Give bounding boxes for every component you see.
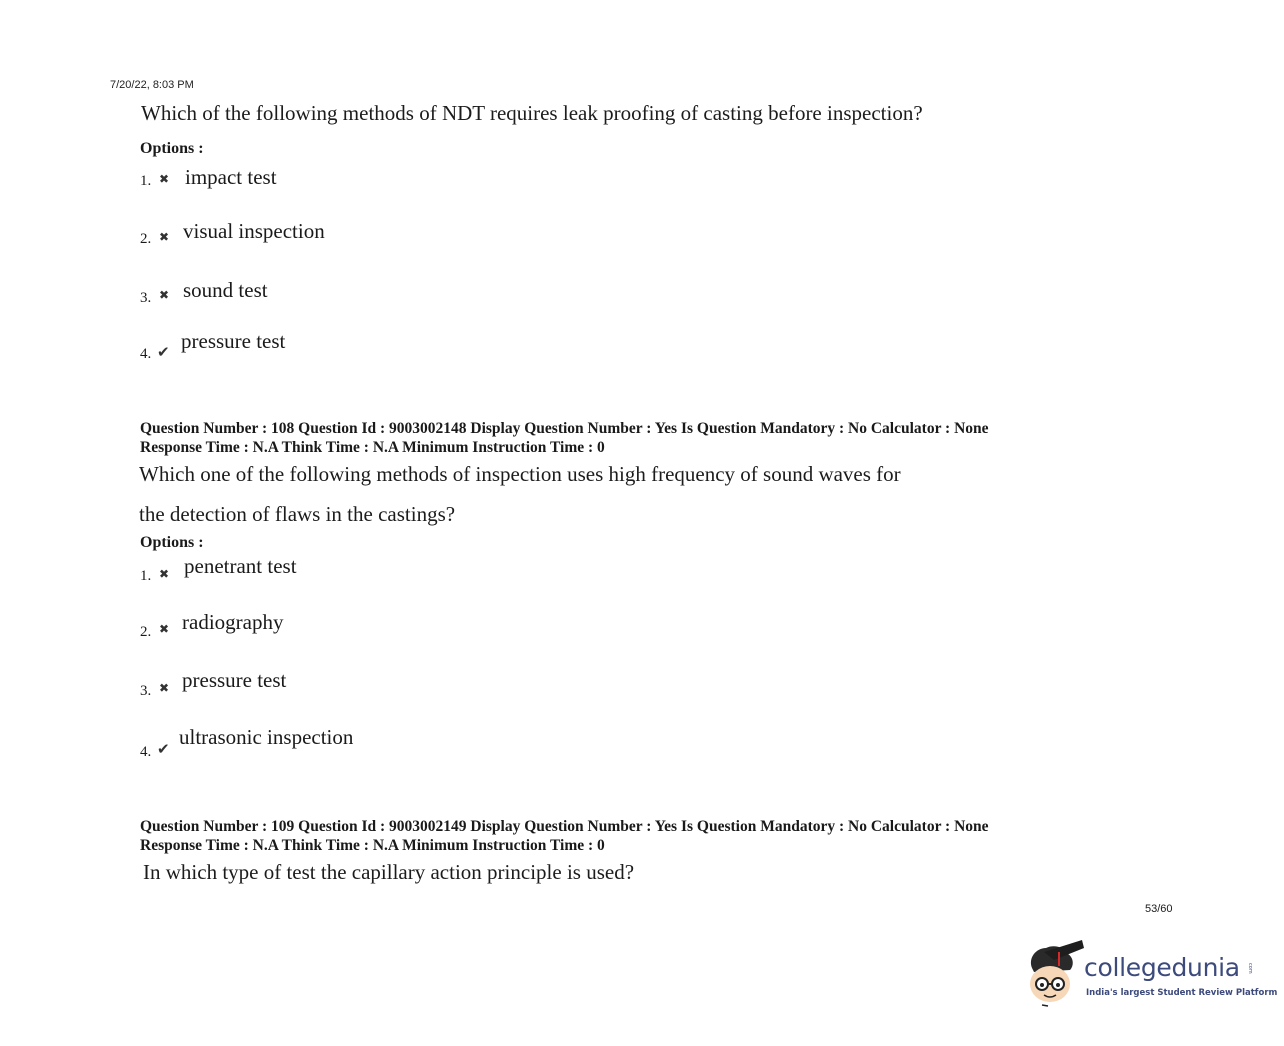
- option-number: 2.: [140, 231, 152, 247]
- q108-meta-line-2: Response Time : N.A Think Time : N.A Minimum Instruction Time : 0: [140, 439, 605, 456]
- cross-icon: ✖: [159, 288, 170, 302]
- brand-tagline: India's largest Student Review Platform: [1086, 988, 1278, 998]
- cross-icon: ✖: [159, 230, 170, 244]
- option-number: 3.: [140, 290, 152, 306]
- option-text: impact test: [185, 165, 277, 189]
- option-text: pressure test: [182, 668, 287, 692]
- q108-options-label: Options :: [140, 534, 204, 551]
- brand-name: collegedunia: [1084, 953, 1240, 982]
- option-number: 1.: [140, 568, 152, 584]
- mascot-graduation-cap-icon: [1024, 938, 1086, 1008]
- q109-meta: [140, 817, 989, 855]
- check-icon: ✔: [157, 742, 170, 758]
- option-text: radiography: [182, 610, 284, 634]
- cross-icon: ✖: [159, 622, 170, 636]
- cross-icon: ✖: [159, 567, 170, 581]
- option-text: ultrasonic inspection: [179, 725, 354, 749]
- q108-meta: [140, 419, 989, 457]
- q109-meta-line-1: Question Number : 109 Question Id : 9003002149 Display Question Number : Yes Is Question Mandatory : No Calculator : None: [140, 818, 989, 835]
- check-icon: ✔: [157, 345, 170, 361]
- question-107-text: Which of the following methods of NDT requires leak proofing of casting before inspection?: [141, 101, 923, 125]
- cross-icon: ✖: [159, 172, 170, 186]
- option-number: 4.: [140, 346, 152, 362]
- q109-meta-line-2: Response Time : N.A Think Time : N.A Minimum Instruction Time : 0: [140, 837, 605, 854]
- page-number: 53/60: [1145, 903, 1173, 915]
- collegedunia-watermark: [1024, 938, 1278, 1010]
- question-108-text-line-1: Which one of the following methods of inspection uses high frequency of sound waves for: [139, 462, 901, 486]
- q107-options-label: Options :: [140, 140, 204, 157]
- option-text: visual inspection: [183, 219, 325, 243]
- cross-icon: ✖: [159, 681, 170, 695]
- option-number: 4.: [140, 744, 152, 760]
- print-timestamp: 7/20/22, 8:03 PM: [110, 79, 194, 91]
- question-108-text-line-2: the detection of flaws in the castings?: [139, 502, 456, 526]
- option-number: 2.: [140, 624, 152, 640]
- option-number: 3.: [140, 683, 152, 699]
- option-text: sound test: [183, 278, 268, 302]
- option-number: 1.: [140, 173, 152, 189]
- question-109-text: In which type of test the capillary action principle is used?: [143, 860, 635, 884]
- option-text: penetrant test: [184, 554, 297, 578]
- q108-meta-line-1: Question Number : 108 Question Id : 9003002148 Display Question Number : Yes Is Question Mandatory : No Calculator : None: [140, 420, 989, 437]
- brand-domain-suffix: com: [1247, 963, 1253, 974]
- option-text: pressure test: [181, 329, 286, 353]
